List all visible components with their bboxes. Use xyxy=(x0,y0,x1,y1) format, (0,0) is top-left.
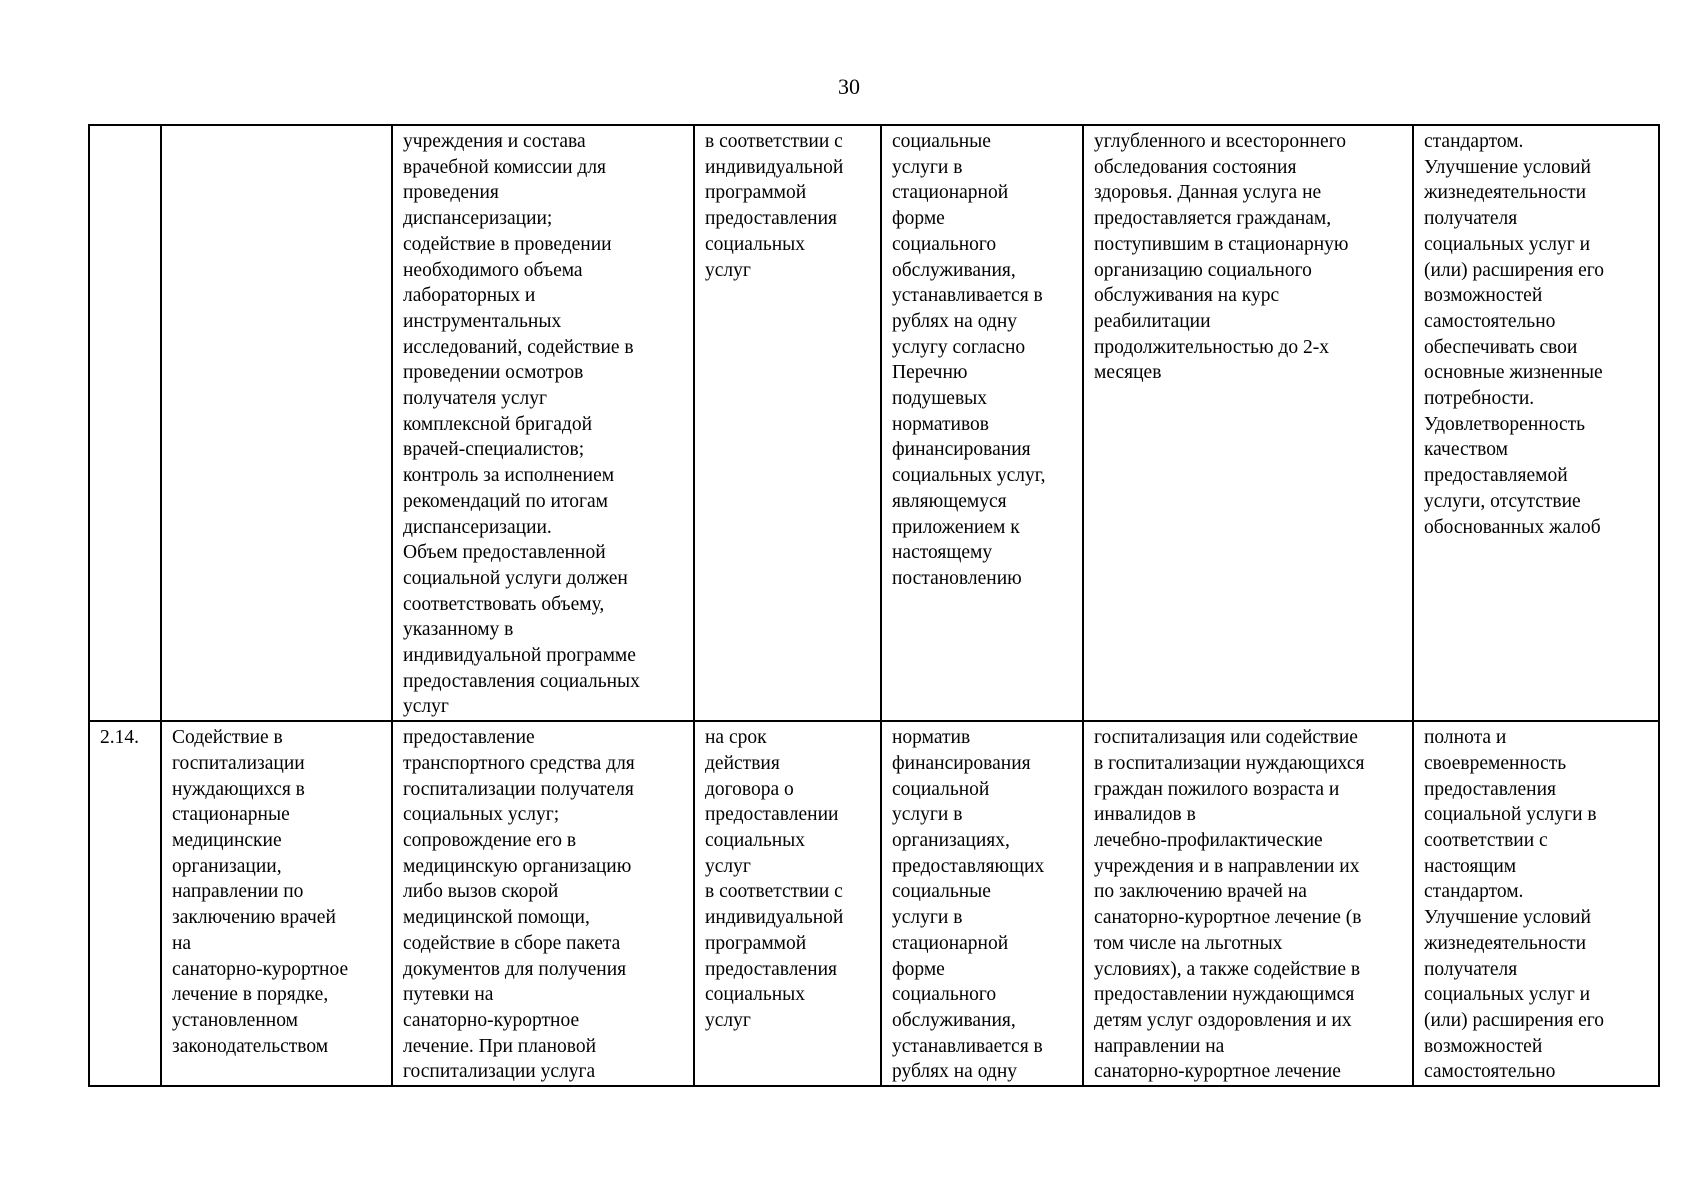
cell-conditions: углубленного и всестороннего обследования состояния здоровья. Данная услуга не предоставляется гражданам, поступившим в стационарную организацию социального обслуживания на курс реабилитации продолжительностью до 2-х месяцев xyxy=(1083,125,1413,721)
cell-norm: норматив финансирования социальной услуги в организациях, предоставляющих социальные услуги в стационарной форме социального обслуживания, устанавливается в рублях на одну xyxy=(881,721,1083,1086)
cell-conditions: госпитализация или содействие в госпитализации нуждающихся граждан пожилого возраста и инвалидов в лечебно-профилактические учреждения и в направлении их по заключению врачей на санаторно-курортное лечение (в том числе на льготных условиях), а также содействие в предоставлении нуждающимся детям услуг оздоровления и их направлении на санаторно-курортное лечение xyxy=(1083,721,1413,1086)
cell-norm: социальные услуги в стационарной форме социального обслуживания, устанавливается в рублях на одну услугу согласно Перечню подушевых нормативов финансирования социальных услуг, являющемуся приложением к настоящему постановлению xyxy=(881,125,1083,721)
cell-description: предоставление транспортного средства для госпитализации получателя социальных услуг; сопровождение его в медицинскую организацию либо вызов скорой медицинской помощи, содействие в сборе пакета документов для получения путевки на санаторно-курортное лечение. При плановой госпитализации услуга xyxy=(392,721,694,1086)
table-row xyxy=(89,125,1659,721)
cell-number xyxy=(89,125,161,721)
cell-description: учреждения и состава врачебной комиссии для проведения диспансеризации; содействие в проведении необходимого объема лабораторных и инструментальных исследований, содействие в проведении осмотров получателя услуг комплексной бригадой врачей-специалистов; контроль за исполнением рекомендаций по итогам диспансеризации. Объем предоставленной социальной услуги должен соответствовать объему, указанному в индивидуальной программе предоставления социальных услуг xyxy=(392,125,694,721)
cell-number: 2.14. xyxy=(89,721,161,1086)
services-table xyxy=(88,124,1660,1087)
cell-term: в соответствии с индивидуальной программой предоставления социальных услуг xyxy=(694,125,881,721)
cell-service-name: Содействие в госпитализации нуждающихся в стационарные медицинские организации, направлении по заключению врачей на санаторно-курортное лечение в порядке, установленном законодательством xyxy=(161,721,392,1086)
cell-quality: полнота и своевременность предоставления социальной услуги в соответствии с настоящим стандартом. Улучшение условий жизнедеятельности получателя социальных услуг и (или) расширения его возможностей самостоятельно xyxy=(1413,721,1659,1086)
cell-term: на срок действия договора о предоставлении социальных услуг в соответствии с индивидуальной программой предоставления социальных услуг xyxy=(694,721,881,1086)
page-number: 30 xyxy=(838,74,860,99)
cell-service-name xyxy=(161,125,392,721)
table-row xyxy=(89,721,1659,1086)
cell-quality: стандартом. Улучшение условий жизнедеятельности получателя социальных услуг и (или) расширения его возможностей самостоятельно обеспечивать свои основные жизненные потребности. Удовлетворенность качеством предоставляемой услуги, отсутствие обоснованных жалоб xyxy=(1413,125,1659,721)
